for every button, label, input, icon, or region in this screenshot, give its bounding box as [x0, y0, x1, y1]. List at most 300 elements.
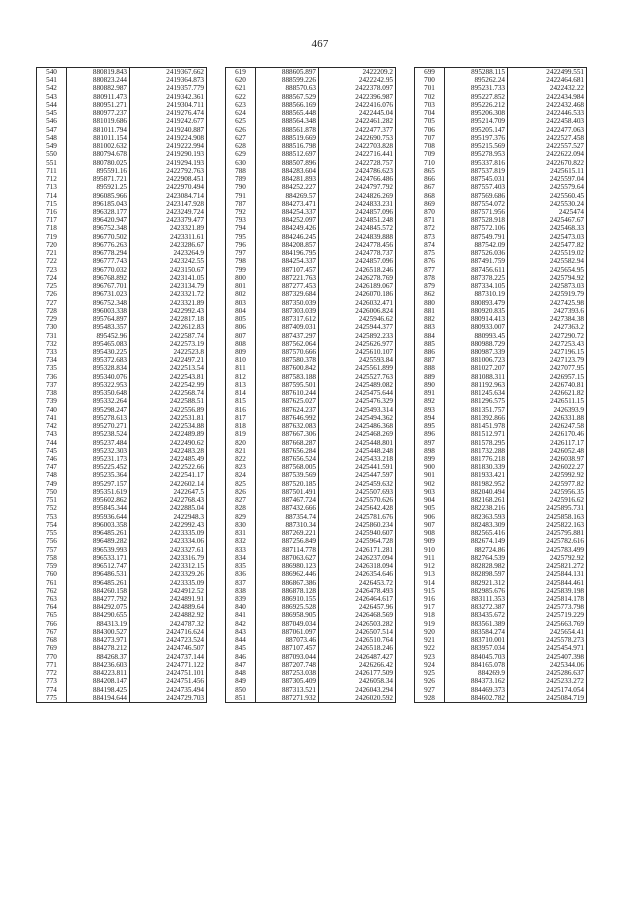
table-row [37, 150, 207, 158]
y-coordinate: 2422542.99 [130, 381, 207, 389]
y-coordinate: 2425454.971 [508, 644, 587, 652]
x-coordinate: 883111.353 [445, 595, 508, 603]
x-coordinate: 896003.358 [67, 521, 130, 529]
y-coordinate: 2425560.45 [508, 192, 587, 200]
x-coordinate: 887207.748 [256, 661, 319, 669]
y-coordinate: 2422587.74 [130, 332, 207, 340]
point-number: 872 [415, 224, 445, 232]
table-row [37, 332, 207, 340]
table-row [415, 257, 587, 265]
x-coordinate: 895591.16 [67, 167, 130, 175]
table-row [37, 595, 207, 603]
table-row [415, 620, 587, 628]
y-coordinate: 2424746.507 [130, 644, 207, 652]
point-number: 739 [37, 397, 67, 405]
table-row [415, 126, 587, 134]
point-number: 871 [415, 216, 445, 224]
y-coordinate: 2425448.248 [319, 447, 396, 455]
point-number: 624 [226, 109, 256, 117]
table-row [226, 183, 396, 191]
point-number: 814 [226, 389, 256, 397]
table-row [226, 546, 396, 554]
table-row [226, 233, 396, 241]
y-coordinate: 2425174.054 [508, 686, 587, 694]
x-coordinate: 887061.097 [256, 628, 319, 636]
x-coordinate: 895297.157 [67, 480, 130, 488]
point-number: 766 [37, 620, 67, 628]
y-coordinate: 2425782.616 [508, 537, 587, 545]
point-number: 546 [37, 117, 67, 125]
table-row [415, 373, 587, 381]
table-row [226, 249, 396, 257]
x-coordinate: 882040.494 [445, 488, 508, 496]
y-coordinate: 2424778.456 [319, 241, 396, 249]
table-row [37, 439, 207, 447]
y-coordinate: 2426278.769 [319, 274, 396, 282]
x-coordinate: 880823.244 [67, 76, 130, 84]
point-number: 847 [226, 661, 256, 669]
point-number: 923 [415, 653, 445, 661]
table-row [37, 653, 207, 661]
y-coordinate: 2422541.17 [130, 471, 207, 479]
y-coordinate: 2425561.899 [319, 364, 396, 372]
point-number: 735 [37, 364, 67, 372]
table-row [226, 200, 396, 208]
table-row [37, 299, 207, 307]
point-number: 866 [415, 175, 445, 183]
point-number: 722 [37, 257, 67, 265]
table-row [226, 134, 396, 142]
y-coordinate: 2425822.163 [508, 521, 587, 529]
point-number: 800 [226, 274, 256, 282]
table-row [37, 537, 207, 545]
y-coordinate: 2425582.94 [508, 257, 587, 265]
point-number: 865 [415, 167, 445, 175]
y-coordinate: 2422458.403 [508, 117, 587, 125]
y-coordinate: 2422556.89 [130, 406, 207, 414]
table-row [37, 513, 207, 521]
point-number: 838 [226, 587, 256, 595]
x-coordinate: 887350.039 [256, 299, 319, 307]
y-coordinate: 2424766.486 [319, 175, 396, 183]
y-coordinate: 2423150.67 [130, 266, 207, 274]
point-number: 762 [37, 587, 67, 595]
table-row [415, 192, 587, 200]
point-number: 830 [226, 521, 256, 529]
table-row [226, 373, 396, 381]
x-coordinate: 884290.655 [67, 611, 130, 619]
table-row [226, 570, 396, 578]
point-number: 803 [226, 299, 256, 307]
y-coordinate: 2425344.06 [508, 661, 587, 669]
x-coordinate: 887114.778 [256, 546, 319, 554]
coordinate-table-3 [414, 67, 587, 703]
x-coordinate: 881578.295 [445, 439, 508, 447]
table-row [226, 340, 396, 348]
y-coordinate: 2419304.711 [130, 101, 207, 109]
y-coordinate: 2425447.597 [319, 471, 396, 479]
table-row [37, 677, 207, 685]
x-coordinate: 884198.425 [67, 686, 130, 694]
x-coordinate: 882898.597 [445, 570, 508, 578]
y-coordinate: 2426189.067 [319, 282, 396, 290]
point-number: 878 [415, 274, 445, 282]
x-coordinate: 888567.529 [256, 93, 319, 101]
x-coordinate: 882565.416 [445, 529, 508, 537]
table-row [415, 529, 587, 537]
table-row [226, 661, 396, 669]
x-coordinate: 884273.971 [67, 636, 130, 644]
point-number: 849 [226, 677, 256, 685]
y-coordinate: 2425474 [508, 208, 587, 216]
table-row [415, 76, 587, 84]
point-number: 730 [37, 323, 67, 331]
point-number: 706 [415, 126, 445, 134]
x-coordinate: 895206.308 [445, 109, 508, 117]
x-coordinate: 887491.759 [445, 257, 508, 265]
x-coordinate: 882921.312 [445, 579, 508, 587]
table-row [226, 694, 396, 703]
table-row [37, 282, 207, 290]
x-coordinate: 882674.149 [445, 537, 508, 545]
y-coordinate: 2425441.591 [319, 463, 396, 471]
x-coordinate: 896003.338 [67, 307, 130, 315]
point-number: 911 [415, 554, 445, 562]
point-number: 897 [415, 439, 445, 447]
point-number: 925 [415, 669, 445, 677]
y-coordinate: 2423147.928 [130, 200, 207, 208]
point-number: 869 [415, 200, 445, 208]
y-coordinate: 2425519.02 [508, 249, 587, 257]
point-number: 909 [415, 537, 445, 545]
point-number: 756 [37, 537, 67, 545]
y-coordinate: 2422445.04 [319, 109, 396, 117]
point-number: 771 [37, 661, 67, 669]
x-coordinate: 886867.386 [256, 579, 319, 587]
x-coordinate: 887625.027 [256, 397, 319, 405]
y-coordinate: 2425473.03 [508, 233, 587, 241]
point-number: 868 [415, 192, 445, 200]
y-coordinate: 2426052.48 [508, 447, 587, 455]
point-number: 837 [226, 579, 256, 587]
table-row [37, 373, 207, 381]
table-row [415, 562, 587, 570]
y-coordinate: 2422461.282 [319, 117, 396, 125]
x-coordinate: 884208.857 [256, 241, 319, 249]
x-coordinate: 896486.531 [67, 570, 130, 578]
point-number: 828 [226, 504, 256, 512]
x-coordinate: 880920.835 [445, 307, 508, 315]
x-coordinate: 896770.032 [67, 266, 130, 274]
x-coordinate: 895337.816 [445, 159, 508, 167]
point-number: 772 [37, 669, 67, 677]
y-coordinate: 2425977.82 [508, 480, 587, 488]
y-coordinate: 2419342.361 [130, 93, 207, 101]
x-coordinate: 887656.284 [256, 447, 319, 455]
table-row [37, 109, 207, 117]
point-number: 921 [415, 636, 445, 644]
point-number: 850 [226, 686, 256, 694]
y-coordinate: 2425578.273 [508, 636, 587, 644]
x-coordinate: 887537.819 [445, 167, 508, 175]
y-coordinate: 2425448.801 [319, 439, 396, 447]
x-coordinate: 888516.798 [256, 142, 319, 150]
y-coordinate: 2425570.626 [319, 496, 396, 504]
y-coordinate: 2422490.62 [130, 439, 207, 447]
table-row [415, 554, 587, 562]
x-coordinate: 887568.005 [256, 463, 319, 471]
point-number: 811 [226, 364, 256, 372]
table-row [37, 669, 207, 677]
point-number: 729 [37, 315, 67, 323]
y-coordinate: 2422209.2 [319, 68, 396, 77]
point-number: 812 [226, 373, 256, 381]
point-number: 752 [37, 504, 67, 512]
y-coordinate: 2422543.81 [130, 373, 207, 381]
point-number: 740 [37, 406, 67, 414]
table-row [37, 603, 207, 611]
y-coordinate: 2425844.131 [508, 570, 587, 578]
point-number: 928 [415, 694, 445, 703]
y-coordinate: 2423335.09 [130, 529, 207, 537]
y-coordinate: 2422817.18 [130, 315, 207, 323]
x-coordinate: 881019.686 [67, 117, 130, 125]
x-coordinate: 895871.721 [67, 175, 130, 183]
point-number: 719 [37, 233, 67, 241]
point-number: 548 [37, 134, 67, 142]
table-row [415, 521, 587, 529]
point-number: 774 [37, 686, 67, 694]
table-row [37, 183, 207, 191]
y-coordinate: 2425597.04 [508, 175, 587, 183]
x-coordinate: 886958.905 [256, 611, 319, 619]
y-coordinate: 2419364.873 [130, 76, 207, 84]
point-number: 815 [226, 397, 256, 405]
x-coordinate: 896767.701 [67, 282, 130, 290]
table-row [37, 348, 207, 356]
x-coordinate: 881011.794 [67, 126, 130, 134]
table-row [415, 290, 587, 298]
y-coordinate: 2423316.79 [130, 554, 207, 562]
point-number: 724 [37, 274, 67, 282]
y-coordinate: 2424735.494 [130, 686, 207, 694]
y-coordinate: 2422728.757 [319, 159, 396, 167]
table-row [226, 299, 396, 307]
point-number: 733 [37, 348, 67, 356]
point-number: 810 [226, 356, 256, 364]
point-number: 900 [415, 463, 445, 471]
y-coordinate: 2423311.61 [130, 233, 207, 241]
x-coordinate: 895278.953 [445, 150, 508, 158]
table-row [226, 274, 396, 282]
y-coordinate: 2425919.79 [508, 290, 587, 298]
point-number: 746 [37, 455, 67, 463]
table-row [415, 480, 587, 488]
x-coordinate: 887303.039 [256, 307, 319, 315]
x-coordinate: 883272.387 [445, 603, 508, 611]
table-row [37, 126, 207, 134]
y-coordinate: 2422477.063 [508, 126, 587, 134]
x-coordinate: 888570.63 [256, 84, 319, 92]
y-coordinate: 2423335.09 [130, 579, 207, 587]
point-number: 807 [226, 332, 256, 340]
point-number: 699 [415, 68, 445, 77]
table-row [415, 224, 587, 232]
table-row [226, 323, 396, 331]
point-number: 848 [226, 669, 256, 677]
y-coordinate: 2425468.33 [508, 224, 587, 232]
table-row [37, 266, 207, 274]
point-number: 543 [37, 93, 67, 101]
point-number: 791 [226, 192, 256, 200]
table-row [415, 611, 587, 619]
x-coordinate: 884165.078 [445, 661, 508, 669]
point-number: 744 [37, 439, 67, 447]
point-number: 884 [415, 332, 445, 340]
y-coordinate: 2423321.72 [130, 290, 207, 298]
x-coordinate: 887221.763 [256, 274, 319, 282]
x-coordinate: 884254.337 [256, 208, 319, 216]
x-coordinate: 883957.034 [445, 644, 508, 652]
table-row [226, 126, 396, 134]
table-row [37, 257, 207, 265]
y-coordinate: 2426117.17 [508, 439, 587, 447]
x-coordinate: 895231.733 [445, 84, 508, 92]
point-number: 829 [226, 513, 256, 521]
point-number: 831 [226, 529, 256, 537]
table-row [415, 414, 587, 422]
y-coordinate: 2422992.43 [130, 521, 207, 529]
table-row [226, 356, 396, 364]
x-coordinate: 895465.083 [67, 340, 130, 348]
y-coordinate: 2425839.198 [508, 587, 587, 595]
point-number: 619 [226, 68, 256, 77]
y-coordinate: 2425476.329 [319, 397, 396, 405]
table-row [415, 661, 587, 669]
x-coordinate: 895483.357 [67, 323, 130, 331]
table-row [226, 307, 396, 315]
table-row [226, 521, 396, 529]
x-coordinate: 884277.792 [67, 595, 130, 603]
point-number: 761 [37, 579, 67, 587]
y-coordinate: 2424751.456 [130, 677, 207, 685]
x-coordinate: 884249.426 [256, 224, 319, 232]
x-coordinate: 883584.274 [445, 628, 508, 636]
y-coordinate: 2427384.38 [508, 315, 587, 323]
point-number: 877 [415, 266, 445, 274]
point-number: 896 [415, 430, 445, 438]
x-coordinate: 895298.247 [67, 406, 130, 414]
y-coordinate: 2425468.269 [319, 430, 396, 438]
table-row [226, 348, 396, 356]
point-number: 789 [226, 175, 256, 183]
x-coordinate: 887632.083 [256, 422, 319, 430]
x-coordinate: 880951.271 [67, 101, 130, 109]
x-coordinate: 895205.147 [445, 126, 508, 134]
x-coordinate: 895225.452 [67, 463, 130, 471]
y-coordinate: 2422497.21 [130, 356, 207, 364]
x-coordinate: 881296.575 [445, 397, 508, 405]
y-coordinate: 2426957.15 [508, 373, 587, 381]
x-coordinate: 887610.244 [256, 389, 319, 397]
point-number: 894 [415, 414, 445, 422]
point-number: 705 [415, 117, 445, 125]
y-coordinate: 2426022.27 [508, 463, 587, 471]
table-row [37, 101, 207, 109]
x-coordinate: 884196.795 [256, 249, 319, 257]
point-number: 809 [226, 348, 256, 356]
y-coordinate: 2425873.03 [508, 282, 587, 290]
table-row [226, 117, 396, 125]
point-number: 623 [226, 101, 256, 109]
y-coordinate: 2423312.15 [130, 562, 207, 570]
point-number: 836 [226, 570, 256, 578]
x-coordinate: 886910.155 [256, 595, 319, 603]
table-row [415, 315, 587, 323]
x-coordinate: 896485.261 [67, 579, 130, 587]
point-number: 820 [226, 439, 256, 447]
table-row [37, 620, 207, 628]
table-row [37, 68, 207, 77]
point-number: 704 [415, 109, 445, 117]
y-coordinate: 2426510.764 [319, 636, 396, 644]
x-coordinate: 896777.743 [67, 257, 130, 265]
point-number: 874 [415, 241, 445, 249]
point-number: 627 [226, 134, 256, 142]
table-row [415, 282, 587, 290]
x-coordinate: 896533.171 [67, 554, 130, 562]
point-number: 769 [37, 644, 67, 652]
point-number: 758 [37, 554, 67, 562]
y-coordinate: 2426478.493 [319, 587, 396, 595]
point-number: 907 [415, 521, 445, 529]
y-coordinate: 2422908.451 [130, 175, 207, 183]
y-coordinate: 2425794.92 [508, 274, 587, 282]
y-coordinate: 2422531.81 [130, 414, 207, 422]
y-coordinate: 2424845.572 [319, 224, 396, 232]
point-number: 773 [37, 677, 67, 685]
point-number: 913 [415, 570, 445, 578]
y-coordinate: 2422522.66 [130, 463, 207, 471]
table-row [415, 603, 587, 611]
point-number: 916 [415, 595, 445, 603]
y-coordinate: 2426266.42 [319, 661, 396, 669]
y-coordinate: 2426453.72 [319, 579, 396, 587]
table-row [415, 340, 587, 348]
y-coordinate: 2422527.458 [508, 134, 587, 142]
y-coordinate: 2422690.753 [319, 134, 396, 142]
y-coordinate: 2425477.82 [508, 241, 587, 249]
table-row [37, 587, 207, 595]
y-coordinate: 2425663.769 [508, 620, 587, 628]
x-coordinate: 887310.34 [256, 521, 319, 529]
point-number: 879 [415, 282, 445, 290]
table-row [37, 430, 207, 438]
point-number: 873 [415, 233, 445, 241]
point-number: 738 [37, 389, 67, 397]
table-row [415, 200, 587, 208]
point-number: 832 [226, 537, 256, 545]
x-coordinate: 895197.376 [445, 134, 508, 142]
table-row [37, 611, 207, 619]
point-number: 718 [37, 224, 67, 232]
point-number: 701 [415, 84, 445, 92]
table-row [226, 150, 396, 158]
y-coordinate: 2426331.88 [508, 414, 587, 422]
x-coordinate: 882168.261 [445, 496, 508, 504]
table-row [37, 364, 207, 372]
y-coordinate: 2422792.763 [130, 167, 207, 175]
